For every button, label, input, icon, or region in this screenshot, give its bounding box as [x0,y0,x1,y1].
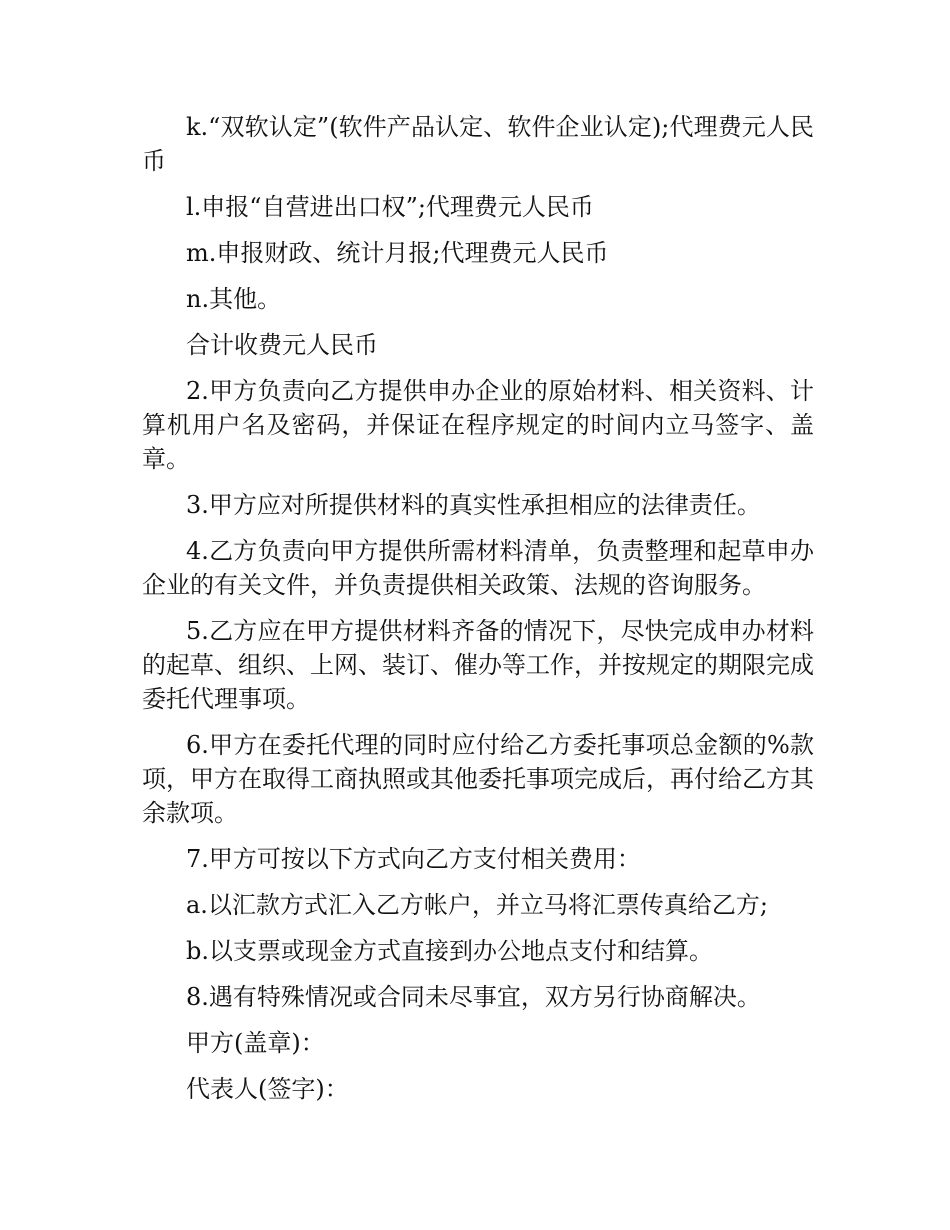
paragraph-clause-5: 5.乙方应在甲方提供材料齐备的情况下，尽快完成申办材料的起草、组织、上网、装订、催办等工作，并按规定的期限完成委托代理事项。 [142,617,814,713]
paragraph-clause-4: 4.乙方负责向甲方提供所需材料清单，负责整理和起草申办企业的有关文件，并负责提供相关政策、法规的咨询服务。 [142,537,814,599]
document-page [142,110,814,1118]
paragraph-n-other: n.其他。 [186,285,282,313]
paragraph-clause-2: 2.甲方负责向乙方提供申办企业的原始材料、相关资料、计算机用户名及密码，并保证在程序规定的时间内立马签字、盖章。 [142,377,814,473]
paragraph-k-software-certification: k.“双软认定”(软件产品认定、软件企业认定);代理费元人民币 [142,113,814,175]
signature-representative: 代表人(签字)： [186,1075,349,1103]
paragraph-m-monthly-report: m.申报财政、统计月报;代理费元人民币 [186,239,609,267]
paragraph-payment-a: a.以汇款方式汇入乙方帐户，并立马将汇票传真给乙方; [186,891,769,919]
paragraph-clause-3: 3.甲方应对所提供材料的真实性承担相应的法律责任。 [186,491,761,519]
paragraph-total-fee: 合计收费元人民币 [186,331,378,359]
paragraph-clause-8: 8.遇有特殊情况或合同未尽事宜，双方另行协商解决。 [186,983,761,1011]
paragraph-clause-7: 7.甲方可按以下方式向乙方支付相关费用： [186,845,641,873]
signature-party-a: 甲方(盖章)： [186,1029,325,1057]
paragraph-payment-b: b.以支票或现金方式直接到办公地点支付和结算。 [186,937,713,965]
paragraph-clause-6: 6.甲方在委托代理的同时应付给乙方委托事项总金额的%款项，甲方在取得工商执照或其他委托事项完成后，再付给乙方其余款项。 [142,731,814,827]
paragraph-l-import-export-right: l.申报“自营进出口权”;代理费元人民币 [186,193,594,221]
